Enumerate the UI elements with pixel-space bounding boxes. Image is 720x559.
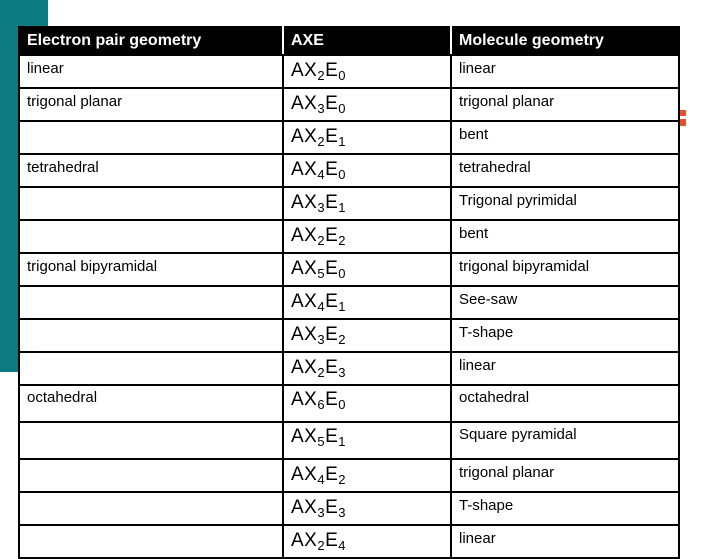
table-row xyxy=(19,253,679,286)
axe-x-count: 2 xyxy=(317,365,326,380)
axe-formula-cell xyxy=(283,88,451,121)
axe-x-count: 2 xyxy=(317,134,326,149)
axe-formula-cell xyxy=(283,187,451,220)
molecule-geometry-cell: octahedral xyxy=(451,385,679,422)
electron-geometry-cell: tetrahedral xyxy=(19,154,283,187)
axe-ax-symbol: AX xyxy=(291,464,318,485)
electron-geometry-cell xyxy=(19,187,283,220)
axe-formula-cell xyxy=(283,385,451,422)
axe-e-symbol: E xyxy=(325,60,339,81)
electron-geometry-cell xyxy=(19,319,283,352)
electron-geometry-cell xyxy=(19,525,283,558)
molecule-geometry-cell: trigonal planar xyxy=(451,88,679,121)
electron-geometry-cell xyxy=(19,220,283,253)
axe-e-count: 2 xyxy=(338,332,347,347)
axe-e-count: 0 xyxy=(338,167,347,182)
table-row xyxy=(19,88,679,121)
axe-e-count: 1 xyxy=(338,434,347,449)
axe-x-count: 3 xyxy=(317,101,326,116)
axe-ax-symbol: AX xyxy=(291,225,318,246)
axe-e-symbol: E xyxy=(325,324,339,345)
axe-e-count: 1 xyxy=(338,134,347,149)
axe-x-count: 3 xyxy=(317,200,326,215)
axe-x-count: 2 xyxy=(317,538,326,553)
molecule-geometry-cell: T-shape xyxy=(451,492,679,525)
axe-ax-symbol: AX xyxy=(291,324,318,345)
electron-geometry-cell: linear xyxy=(19,55,283,88)
electron-geometry-cell xyxy=(19,492,283,525)
table-row xyxy=(19,459,679,492)
molecule-geometry-cell: tetrahedral xyxy=(451,154,679,187)
table-row xyxy=(19,286,679,319)
table-row xyxy=(19,352,679,385)
molecule-geometry-cell: bent xyxy=(451,121,679,154)
axe-formula-cell xyxy=(283,253,451,286)
axe-e-symbol: E xyxy=(325,530,339,551)
electron-geometry-cell xyxy=(19,459,283,492)
electron-geometry-cell xyxy=(19,422,283,459)
axe-formula-cell xyxy=(283,55,451,88)
axe-ax-symbol: AX xyxy=(291,126,318,147)
axe-e-symbol: E xyxy=(325,291,339,312)
table-row xyxy=(19,422,679,459)
axe-e-symbol: E xyxy=(325,357,339,378)
axe-ax-symbol: AX xyxy=(291,192,318,213)
axe-x-count: 2 xyxy=(317,233,326,248)
molecule-geometry-cell: linear xyxy=(451,352,679,385)
axe-formula-cell xyxy=(283,121,451,154)
axe-x-count: 4 xyxy=(317,299,326,314)
molecule-geometry-cell: Trigonal pyrimidal xyxy=(451,187,679,220)
axe-formula-cell xyxy=(283,319,451,352)
axe-e-symbol: E xyxy=(325,192,339,213)
electron-geometry-cell: octahedral xyxy=(19,385,283,422)
table-row xyxy=(19,492,679,525)
axe-e-symbol: E xyxy=(325,464,339,485)
axe-e-count: 0 xyxy=(338,101,347,116)
molecule-geometry-cell: linear xyxy=(451,55,679,88)
axe-ax-symbol: AX xyxy=(291,530,318,551)
axe-x-count: 5 xyxy=(317,266,326,281)
axe-formula-cell xyxy=(283,459,451,492)
electron-geometry-cell xyxy=(19,286,283,319)
molecule-geometry-cell: linear xyxy=(451,525,679,558)
axe-ax-symbol: AX xyxy=(291,159,318,180)
axe-e-symbol: E xyxy=(325,93,339,114)
axe-ax-symbol: AX xyxy=(291,389,318,410)
table-header-row xyxy=(19,27,679,55)
axe-e-count: 3 xyxy=(338,505,347,520)
header-molecule-geometry: Molecule geometry xyxy=(451,27,679,55)
axe-ax-symbol: AX xyxy=(291,258,318,279)
axe-x-count: 5 xyxy=(317,434,326,449)
axe-e-symbol: E xyxy=(325,225,339,246)
axe-formula-cell xyxy=(283,286,451,319)
axe-e-count: 1 xyxy=(338,299,347,314)
axe-e-symbol: E xyxy=(325,258,339,279)
axe-x-count: 2 xyxy=(317,68,326,83)
table-row xyxy=(19,121,679,154)
electron-geometry-cell xyxy=(19,352,283,385)
header-electron-pair-geometry: Electron pair geometry xyxy=(19,27,283,55)
electron-geometry-cell: trigonal bipyramidal xyxy=(19,253,283,286)
table-row xyxy=(19,220,679,253)
axe-formula-cell xyxy=(283,525,451,558)
axe-ax-symbol: AX xyxy=(291,60,318,81)
axe-formula-cell xyxy=(283,492,451,525)
axe-e-symbol: E xyxy=(325,126,339,147)
table-row xyxy=(19,385,679,422)
axe-ax-symbol: AX xyxy=(291,497,318,518)
axe-e-count: 0 xyxy=(338,68,347,83)
table-row xyxy=(19,319,679,352)
header-axe: AXE xyxy=(283,27,451,55)
axe-ax-symbol: AX xyxy=(291,93,318,114)
molecule-geometry-cell: trigonal bipyramidal xyxy=(451,253,679,286)
axe-e-count: 2 xyxy=(338,233,347,248)
axe-e-symbol: E xyxy=(325,389,339,410)
axe-e-count: 1 xyxy=(338,200,347,215)
axe-e-count: 4 xyxy=(338,538,347,553)
axe-ax-symbol: AX xyxy=(291,426,318,447)
table-row xyxy=(19,55,679,88)
axe-x-count: 4 xyxy=(317,472,326,487)
axe-ax-symbol: AX xyxy=(291,357,318,378)
axe-e-symbol: E xyxy=(325,426,339,447)
molecule-geometry-cell: bent xyxy=(451,220,679,253)
axe-formula-cell xyxy=(283,422,451,459)
axe-e-count: 0 xyxy=(338,266,347,281)
molecule-geometry-cell: T-shape xyxy=(451,319,679,352)
axe-e-symbol: E xyxy=(325,159,339,180)
molecule-geometry-cell: Square pyramidal xyxy=(451,422,679,459)
electron-geometry-cell xyxy=(19,121,283,154)
axe-formula-cell xyxy=(283,154,451,187)
axe-e-count: 2 xyxy=(338,472,347,487)
axe-e-count: 3 xyxy=(338,365,347,380)
table-row xyxy=(19,154,679,187)
table-row xyxy=(19,525,679,558)
table-row xyxy=(19,187,679,220)
axe-formula-cell xyxy=(283,220,451,253)
molecule-geometry-cell: trigonal planar xyxy=(451,459,679,492)
axe-formula-cell xyxy=(283,352,451,385)
axe-x-count: 3 xyxy=(317,332,326,347)
axe-e-count: 0 xyxy=(338,397,347,412)
axe-e-symbol: E xyxy=(325,497,339,518)
axe-ax-symbol: AX xyxy=(291,291,318,312)
molecule-geometry-cell: See-saw xyxy=(451,286,679,319)
electron-geometry-cell: trigonal planar xyxy=(19,88,283,121)
axe-x-count: 6 xyxy=(317,397,326,412)
vsepr-geometry-table xyxy=(18,26,680,559)
axe-x-count: 4 xyxy=(317,167,326,182)
axe-x-count: 3 xyxy=(317,505,326,520)
